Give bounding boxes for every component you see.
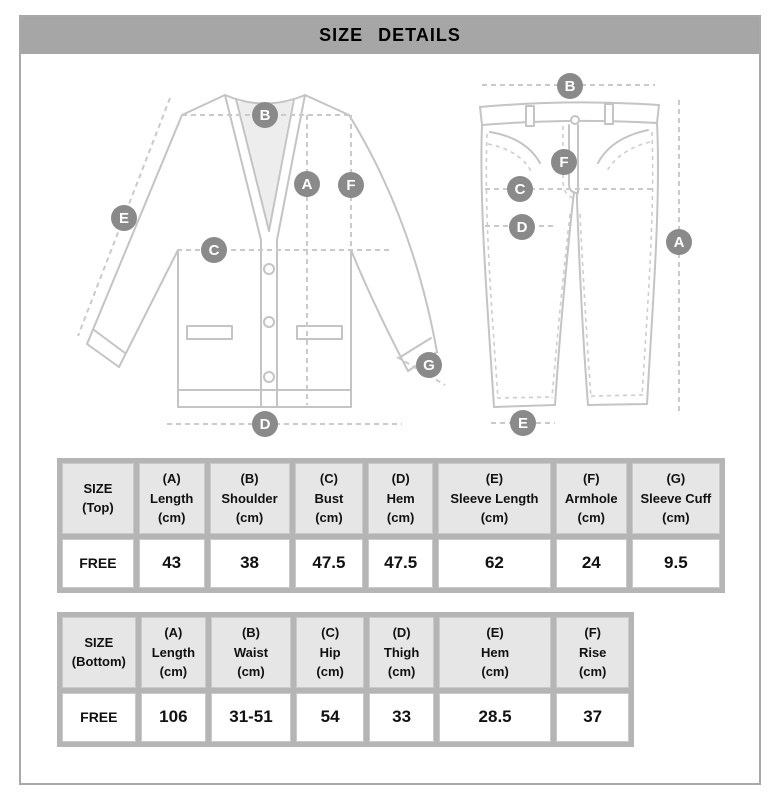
svg-text:B: B <box>259 107 271 124</box>
marker-top-f <box>338 172 364 198</box>
value-cell: 37 <box>556 693 629 742</box>
button <box>264 317 274 327</box>
pants-markers <box>507 73 692 436</box>
svg-text:F: F <box>346 177 356 194</box>
title-bar <box>21 17 759 54</box>
marker-bottom-c <box>507 176 533 202</box>
svg-text:A: A <box>301 176 313 193</box>
col-header-d: (D) Hem (cm) <box>368 463 433 534</box>
size-table-top <box>57 458 725 593</box>
svg-text:B: B <box>564 78 576 95</box>
col-header-a: (A) Length (cm) <box>141 617 206 688</box>
button <box>264 372 274 382</box>
size-details-panel <box>19 15 761 785</box>
col-header-f: (F) Armhole (cm) <box>556 463 627 534</box>
col-header-b: (B) Shoulder (cm) <box>210 463 290 534</box>
svg-text:C: C <box>514 181 526 198</box>
col-header-c: (C) Hip (cm) <box>296 617 365 688</box>
marker-bottom-a <box>666 229 692 255</box>
col-header-f: (F) Rise (cm) <box>556 617 629 688</box>
svg-text:C: C <box>208 242 220 259</box>
size-row-label: FREE <box>62 693 136 742</box>
waist-button <box>571 116 579 124</box>
col-header-e: (E) Sleeve Length (cm) <box>438 463 551 534</box>
svg-text:D: D <box>516 219 528 236</box>
data-row <box>62 539 720 588</box>
value-cell: 24 <box>556 539 627 588</box>
marker-top-d <box>252 411 278 437</box>
value-cell: 9.5 <box>632 539 720 588</box>
col-header-b: (B) Waist (cm) <box>211 617 291 688</box>
svg-text:E: E <box>118 210 130 227</box>
value-cell: 28.5 <box>439 693 552 742</box>
marker-top-g <box>416 352 442 378</box>
size-table-bottom <box>57 612 634 747</box>
value-cell: 106 <box>141 693 206 742</box>
col-header-a: (A) Length (cm) <box>139 463 205 534</box>
marker-top-a <box>294 171 320 197</box>
value-cell: 38 <box>210 539 290 588</box>
svg-text:G: G <box>423 357 435 374</box>
svg-text:F: F <box>559 154 569 171</box>
marker-bottom-f <box>551 149 577 175</box>
size-row-label: FREE <box>62 539 134 588</box>
svg-text:D: D <box>259 416 271 433</box>
value-cell: 43 <box>139 539 205 588</box>
size-col-header: SIZE (Top) <box>62 463 134 534</box>
header-row <box>62 617 629 688</box>
button <box>264 264 274 274</box>
garment-diagrams <box>21 54 763 454</box>
value-cell: 54 <box>296 693 365 742</box>
left-pocket <box>187 326 232 339</box>
value-cell: 31-51 <box>211 693 291 742</box>
right-pocket <box>297 326 342 339</box>
belt-loop <box>526 106 534 126</box>
value-cell: 47.5 <box>295 539 364 588</box>
col-header-c: (C) Bust (cm) <box>295 463 364 534</box>
marker-top-b <box>252 102 278 128</box>
header-row <box>62 463 720 534</box>
page-title: SIZE DETAILS <box>319 25 461 45</box>
marker-bottom-d <box>509 214 535 240</box>
col-header-e: (E) Hem (cm) <box>439 617 552 688</box>
marker-top-e <box>111 205 137 231</box>
marker-bottom-e <box>510 410 536 436</box>
data-row <box>62 693 629 742</box>
svg-text:E: E <box>517 415 529 432</box>
marker-top-c <box>201 237 227 263</box>
col-header-g: (G) Sleeve Cuff (cm) <box>632 463 720 534</box>
belt-loop <box>605 104 613 124</box>
marker-bottom-b <box>557 73 583 99</box>
col-header-d: (D) Thigh (cm) <box>369 617 433 688</box>
value-cell: 33 <box>369 693 433 742</box>
svg-text:A: A <box>673 234 685 251</box>
size-col-header: SIZE (Bottom) <box>62 617 136 688</box>
value-cell: 47.5 <box>368 539 433 588</box>
value-cell: 62 <box>438 539 551 588</box>
